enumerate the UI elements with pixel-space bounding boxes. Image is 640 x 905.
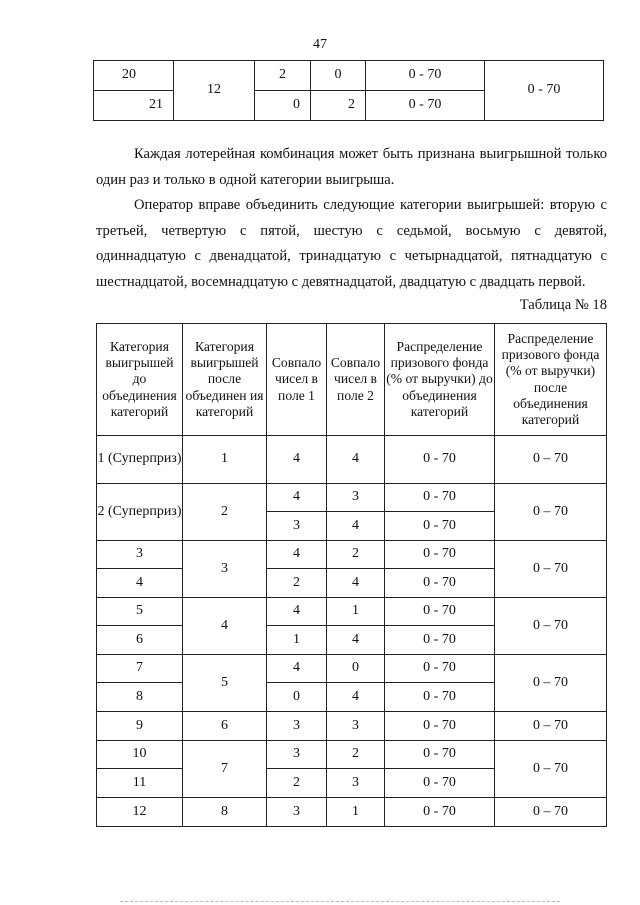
category-before-cell: 8: [97, 683, 183, 712]
table-row: [97, 541, 607, 569]
category-before-cell: 11: [97, 769, 183, 798]
paragraph-text: Оператор вправе объединить следующие категории выигрышей: вторую с третьей, четвертую с пятой, шестую с седьмой, восьмую с девятой, одиннадцатую с двенадцатой, тринадцатую с четырнадцатой, пятнадцатую с шестнадцатой, восемнадцатую с девятнадцатой, двадцатую с двадцать первой.: [96, 197, 607, 290]
field2-matches-cell: 0: [327, 655, 385, 683]
table-label: Таблица № 18: [519, 297, 607, 313]
distribution-before-cell: 0 - 70: [385, 769, 495, 798]
distribution-before-cell: 0 - 70: [385, 436, 495, 484]
distribution-after-cell: 0 - 70: [485, 61, 604, 121]
field2-matches-cell: 3: [327, 769, 385, 798]
paragraph-merge-categories: [96, 193, 607, 295]
field1-matches-cell: 0: [267, 683, 327, 712]
distribution-before-cell: 0 - 70: [385, 712, 495, 741]
distribution-after-cell: 0 – 70: [495, 541, 607, 598]
distribution-before-cell: 0 - 70: [385, 569, 495, 598]
category-before-cell: 7: [97, 655, 183, 683]
paragraph-single-win: [96, 142, 607, 193]
field1-matches-cell: 1: [267, 626, 327, 655]
header-distribution-before: Распределение призового фонда (% от выручки) до объединения категорий: [385, 324, 495, 436]
category-after-cell: 4: [183, 598, 267, 655]
field2-matches-cell: 1: [327, 798, 385, 827]
distribution-before-cell: 0 - 70: [385, 741, 495, 769]
category-after-cell: 3: [183, 541, 267, 598]
table-row: [94, 61, 604, 91]
table-row: [97, 436, 607, 484]
field2-matches-cell: 3: [327, 712, 385, 741]
category-before-cell: 10: [97, 741, 183, 769]
category-before-cell: 3: [97, 541, 183, 569]
distribution-before-cell: 0 - 70: [366, 91, 485, 121]
field1-matches-cell: 3: [267, 798, 327, 827]
field2-matches-cell: 4: [327, 683, 385, 712]
category-before-cell: 6: [97, 626, 183, 655]
category-before-cell: 20: [94, 61, 174, 91]
table-row: [97, 741, 607, 769]
distribution-after-cell: 0 – 70: [495, 655, 607, 712]
category-after-cell: 1: [183, 436, 267, 484]
field1-matches-cell: 4: [267, 541, 327, 569]
table-row: [97, 598, 607, 626]
field2-matches-cell: 4: [327, 626, 385, 655]
page-number: 47: [313, 37, 327, 52]
header-field2-matches: Совпало чисел в поле 2: [327, 324, 385, 436]
category-after-cell: 7: [183, 741, 267, 798]
prize-categories-table: [96, 323, 607, 827]
field1-matches-cell: 4: [267, 655, 327, 683]
category-before-cell: 4: [97, 569, 183, 598]
distribution-before-cell: 0 - 70: [385, 683, 495, 712]
distribution-before-cell: 0 - 70: [385, 541, 495, 569]
field2-matches-cell: 1: [327, 598, 385, 626]
header-category-after: Категория выигрышей после объединен ия категорий: [183, 324, 267, 436]
field1-matches-cell: 0: [255, 91, 311, 121]
field2-matches-cell: 2: [327, 741, 385, 769]
distribution-before-cell: 0 - 70: [385, 798, 495, 827]
category-before-cell: 12: [97, 798, 183, 827]
field1-matches-cell: 4: [267, 598, 327, 626]
scan-edge-divider: [120, 901, 560, 903]
header-distribution-after: Распределение призового фонда (% от выручки) после объединения категорий: [495, 324, 607, 436]
distribution-before-cell: 0 - 70: [385, 598, 495, 626]
field2-matches-cell: 0: [311, 61, 366, 91]
field2-matches-cell: 2: [327, 541, 385, 569]
category-before-cell: 2 (Суперприз): [97, 484, 183, 541]
field2-matches-cell: 3: [327, 484, 385, 512]
distribution-after-cell: 0 – 70: [495, 436, 607, 484]
header-category-before: Категория выигрышей до объединения категорий: [97, 324, 183, 436]
distribution-after-cell: 0 – 70: [495, 798, 607, 827]
field2-matches-cell: 4: [327, 512, 385, 541]
distribution-before-cell: 0 - 70: [366, 61, 485, 91]
field1-matches-cell: 4: [267, 484, 327, 512]
distribution-after-cell: 0 – 70: [495, 598, 607, 655]
field2-matches-cell: 2: [311, 91, 366, 121]
category-after-cell: 12: [174, 61, 255, 121]
category-after-cell: 5: [183, 655, 267, 712]
distribution-after-cell: 0 – 70: [495, 741, 607, 798]
field1-matches-cell: 4: [267, 436, 327, 484]
category-after-cell: 6: [183, 712, 267, 741]
distribution-before-cell: 0 - 70: [385, 655, 495, 683]
distribution-after-cell: 0 – 70: [495, 484, 607, 541]
table-row: [97, 712, 607, 741]
table-header-row: [97, 324, 607, 436]
continued-table: [93, 60, 604, 121]
field1-matches-cell: 2: [267, 569, 327, 598]
category-after-cell: 8: [183, 798, 267, 827]
category-after-cell: 2: [183, 484, 267, 541]
table-row: [97, 798, 607, 827]
field1-matches-cell: 3: [267, 741, 327, 769]
field1-matches-cell: 3: [267, 712, 327, 741]
category-before-cell: 9: [97, 712, 183, 741]
distribution-before-cell: 0 - 70: [385, 626, 495, 655]
field1-matches-cell: 2: [267, 769, 327, 798]
field1-matches-cell: 2: [255, 61, 311, 91]
category-before-cell: 21: [94, 91, 174, 121]
table-row: [97, 655, 607, 683]
category-before-cell: 5: [97, 598, 183, 626]
table-row: [97, 484, 607, 512]
distribution-after-cell: 0 – 70: [495, 712, 607, 741]
field2-matches-cell: 4: [327, 436, 385, 484]
category-before-cell: 1 (Суперприз): [97, 436, 183, 484]
header-field1-matches: Совпало чисел в поле 1: [267, 324, 327, 436]
field1-matches-cell: 3: [267, 512, 327, 541]
field2-matches-cell: 4: [327, 569, 385, 598]
distribution-before-cell: 0 - 70: [385, 484, 495, 512]
distribution-before-cell: 0 - 70: [385, 512, 495, 541]
paragraph-text: Каждая лотерейная комбинация может быть признана выигрышной только один раз и только в одной категории выигрыша.: [96, 146, 607, 188]
